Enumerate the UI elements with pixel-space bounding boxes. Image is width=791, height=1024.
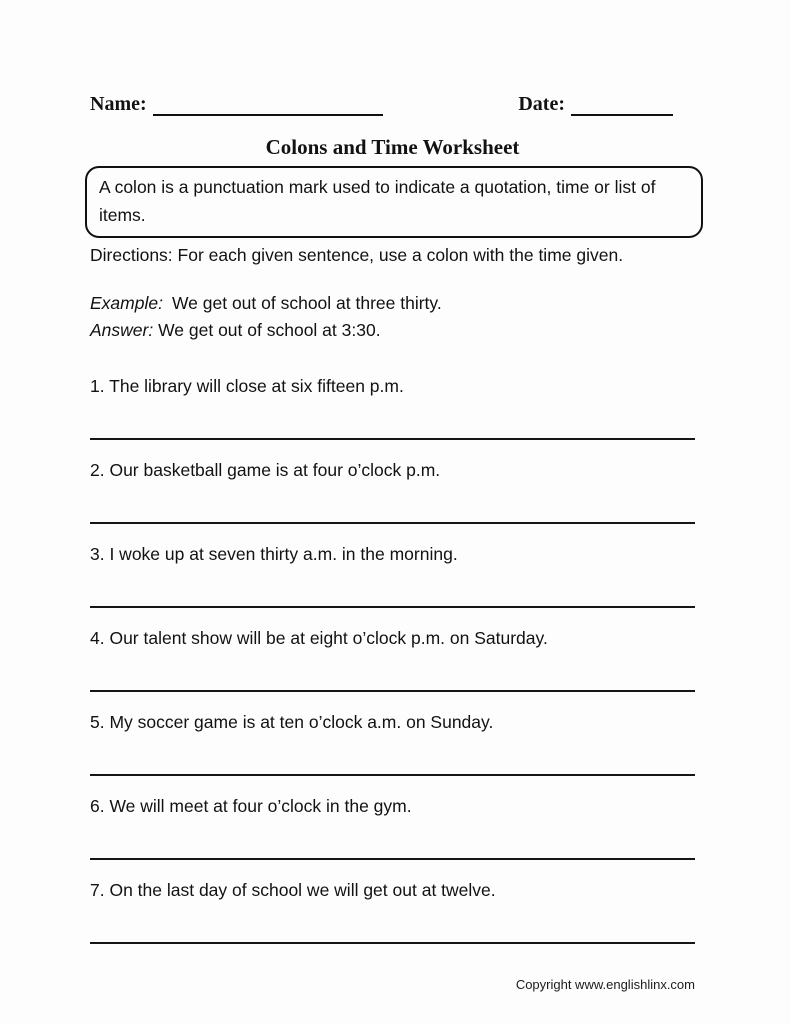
example-label: Example: [90,293,163,313]
definition-box [85,166,703,238]
question-text: 4. Our talent show will be at eight o’clock p.m. on Saturday. [90,628,548,648]
answer-blank-line[interactable] [90,522,695,524]
answer-text: We get out of school at 3:30. [158,320,381,340]
example-text: We get out of school at three thirty. [171,293,442,313]
question-item-3 [90,544,695,608]
answer-blank-line[interactable] [90,438,695,440]
example-row [90,290,695,317]
question-text: 6. We will meet at four o’clock in the gym. [90,796,412,816]
copyright-text: Copyright www.englishlinx.com [515,977,695,992]
question-item-4 [90,628,695,692]
question-text: 3. I woke up at seven thirty a.m. in the morning. [90,544,458,564]
question-text: 2. Our basketball game is at four o’clock p.m. [90,460,441,480]
example-block [90,290,695,344]
name-date-row [90,92,695,116]
question-list [90,376,695,944]
name-label: Name: [90,93,147,115]
question-text: 1. The library will close at six fifteen p.m. [90,376,404,396]
answer-blank-line[interactable] [90,606,695,608]
question-text: 5. My soccer game is at ten o’clock a.m. on Sunday. [90,712,494,732]
definition-text: A colon is a punctuation mark used to indicate a quotation, time or list of items. [99,177,656,225]
question-item-2 [90,460,695,524]
name-blank-line[interactable] [153,94,383,116]
date-label: Date: [518,93,565,115]
date-group [518,92,673,116]
answer-blank-line[interactable] [90,858,695,860]
question-item-6 [90,796,695,860]
question-item-1 [90,376,695,440]
question-text: 7. On the last day of school we will get out at twelve. [90,880,496,900]
answer-blank-line[interactable] [90,690,695,692]
directions-text: Directions: For each given sentence, use a colon with the time given. [90,245,624,265]
date-blank-line[interactable] [571,94,673,116]
answer-row [90,317,695,344]
page-title: Colons and Time Worksheet [265,135,520,159]
answer-label: Answer: [90,320,154,340]
question-item-7 [90,880,695,944]
answer-blank-line[interactable] [90,942,695,944]
name-group [90,92,383,116]
question-item-5 [90,712,695,776]
answer-blank-line[interactable] [90,774,695,776]
